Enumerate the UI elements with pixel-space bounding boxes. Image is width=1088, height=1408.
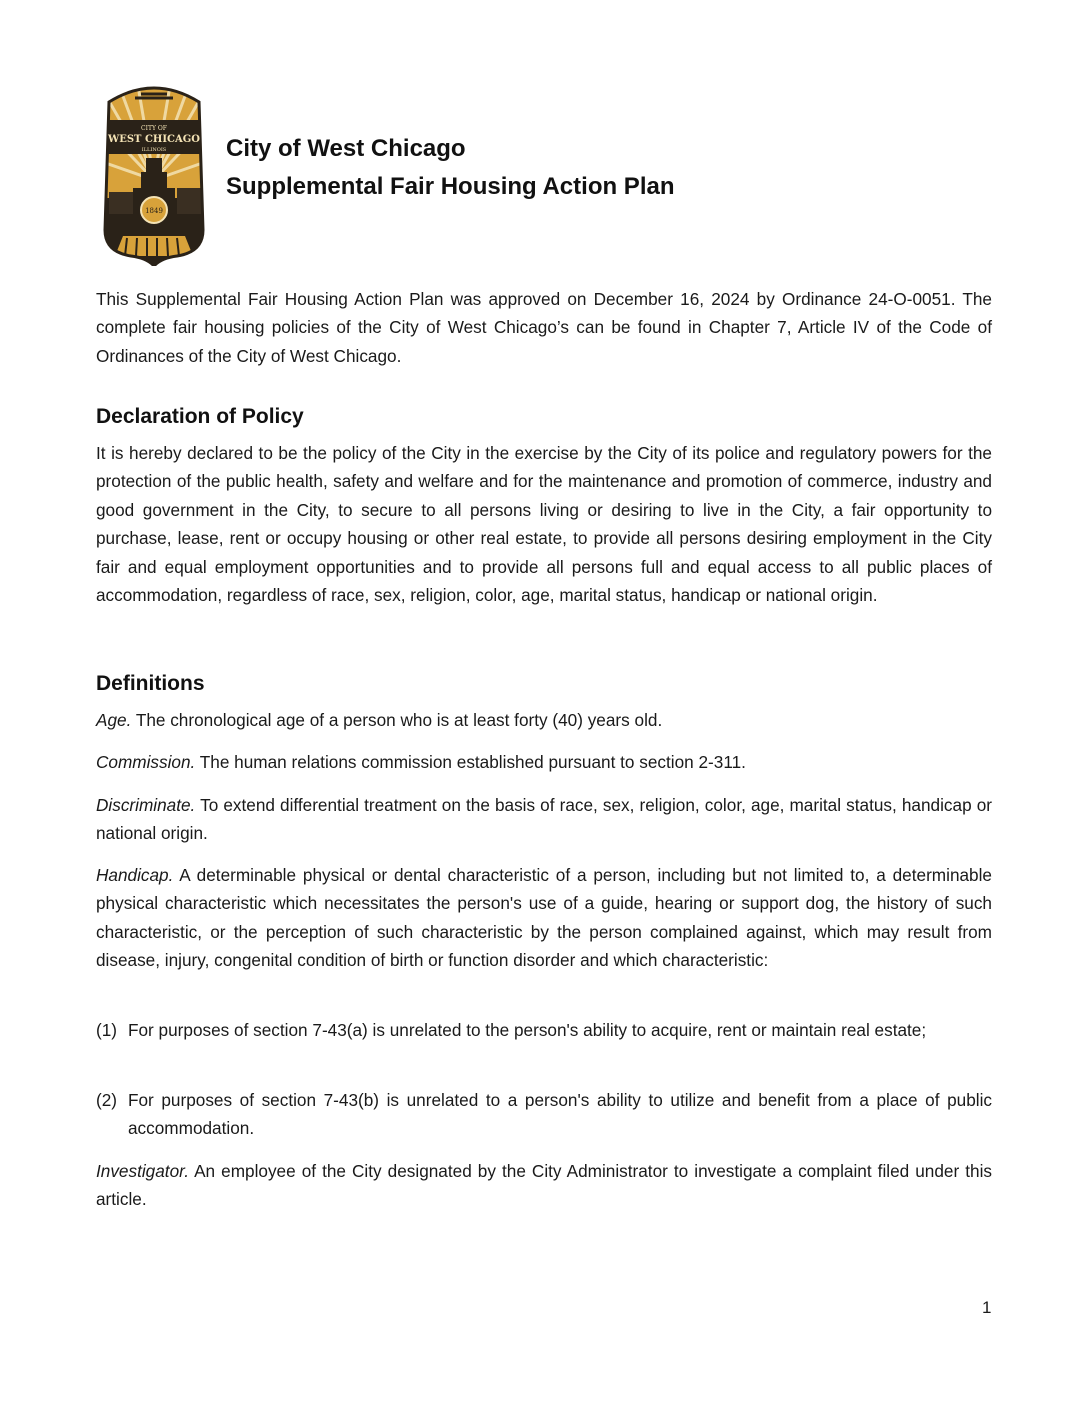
intro-paragraph: This Supplemental Fair Housing Action Plan was approved on December 16, 2024 by Ordinance 24-O-0051. The complete fair housing policies of the City of West Chicago’s can be found in Chapter 7, Article IV of the Code of Ordinances of the City of West Chicago. xyxy=(96,289,992,366)
definition-commission xyxy=(96,748,992,776)
list-text: For purposes of section 7-43(a) is unrelated to the person's ability to acquire, rent or maintain real estate; xyxy=(128,1020,927,1040)
definitions-heading: Definitions xyxy=(96,672,205,695)
definition-discriminate xyxy=(96,791,992,848)
list-number: (1) xyxy=(96,1020,118,1040)
definition-handicap xyxy=(96,861,992,975)
city-seal-logo xyxy=(97,80,211,266)
seal-line-1: CITY OF xyxy=(141,125,167,132)
seal-year: 1849 xyxy=(145,207,163,215)
policy-paragraph: It is hereby declared to be the policy of the City in the exercise by the City of its police and regulatory powers for the protection of the public health, safety and welfare and for the maintenance and promotion of commerce, industry and good government in the City, to secure to all persons living or desiring to live in the City, a fair opportunity to purchase, lease, rent or occupy housing or other real estate, to provide all persons desiring employment in the City fair and equal employment opportunities and to provide all persons full and equal access to all public places of accommodation, regardless of race, sex, religion, color, age, marital status, handicap or national origin. xyxy=(96,443,992,606)
list-item-1 xyxy=(96,1016,992,1044)
list-item-2 xyxy=(96,1086,992,1143)
policy-heading: Declaration of Policy xyxy=(96,405,304,428)
definition-text: The chronological age of a person who is at least forty (40) years old. xyxy=(131,710,663,730)
definition-term: Handicap. xyxy=(96,865,174,885)
list-number: (2) xyxy=(96,1090,118,1110)
list-text: For purposes of section 7-43(b) is unrelated to a person's ability to utilize and benefit from a place of public accommodation. xyxy=(128,1090,992,1139)
definition-text: A determinable physical or dental characteristic of a person, including but not limited to, a determinable physical characteristic which necessitates the person's use of a guide, hearing or support dog, the history of such characteristic, or the perception of such characteristic by the person complained against, which may result from disease, injury, congenital condition of birth or function disorder and which characteristic: xyxy=(96,865,992,971)
definition-term: Investigator. xyxy=(96,1161,189,1181)
title-line-city: City of West Chicago xyxy=(226,135,466,162)
seal-line-3: ILLINOIS xyxy=(141,147,167,153)
definition-text: An employee of the City designated by the City Administrator to investigate a complaint filed under this article. xyxy=(96,1161,992,1210)
definition-term: Commission. xyxy=(96,752,196,772)
definition-investigator xyxy=(96,1157,992,1214)
title-line-plan: Supplemental Fair Housing Action Plan xyxy=(226,173,675,200)
definition-term: Discriminate. xyxy=(96,795,196,815)
page-number: 1 xyxy=(982,1298,992,1317)
definition-text: To extend differential treatment on the basis of race, sex, religion, color, age, marital status, handicap or national origin. xyxy=(96,795,992,844)
seal-line-2: WEST CHICAGO xyxy=(107,134,201,145)
definition-age xyxy=(96,706,992,734)
definition-term: Age. xyxy=(96,710,132,730)
definition-text: The human relations commission established pursuant to section 2-311. xyxy=(195,752,746,772)
document-title xyxy=(226,130,675,206)
